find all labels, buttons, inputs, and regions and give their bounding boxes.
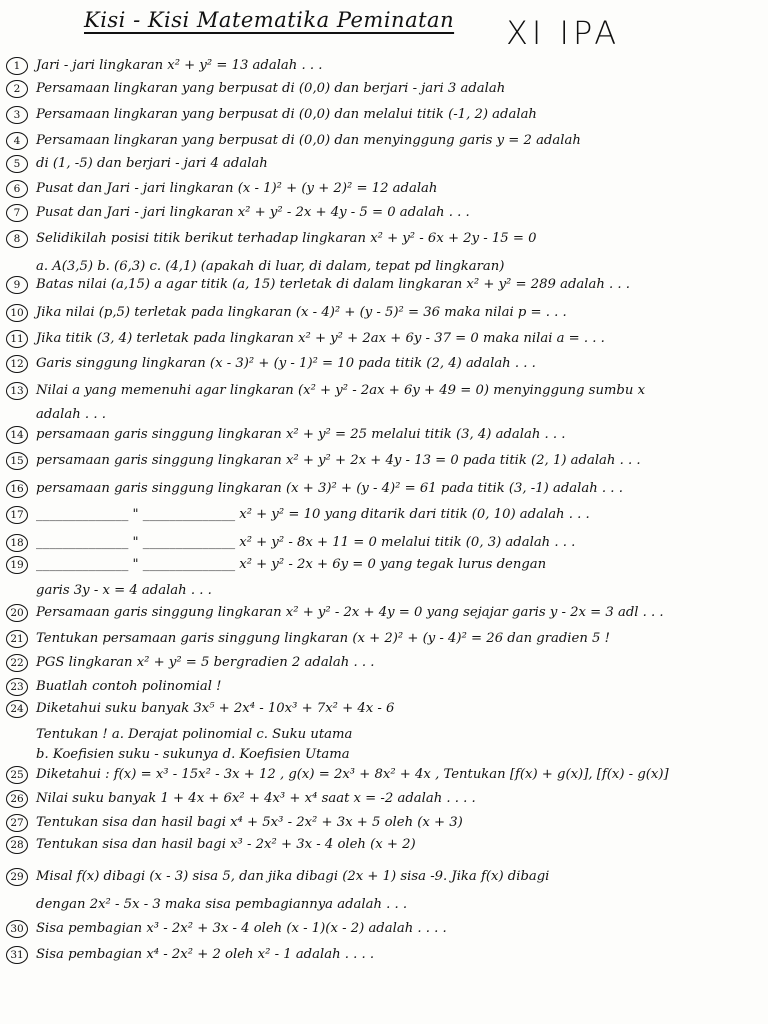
question-line — [6, 480, 623, 498]
question-line — [6, 814, 463, 832]
question-text: adalah . . . — [36, 407, 106, 422]
question-line — [6, 304, 567, 322]
question-text: Tentukan sisa dan hasil bagi x⁴ + 5x³ - 2x² + 3x + 5 oleh (x + 3) — [36, 814, 463, 830]
question-number: 5 — [6, 155, 28, 173]
question-text: Pusat dan Jari - jari lingkaran x² + y² - 2x + 4y - 5 = 0 adalah . . . — [36, 204, 470, 220]
question-line — [6, 57, 322, 75]
question-line — [6, 452, 641, 470]
question-number: 27 — [6, 814, 28, 832]
question-line — [6, 106, 537, 124]
question-text: dengan 2x² - 5x - 3 maka sisa pembagiannya adalah . . . — [36, 897, 408, 912]
question-text: PGS lingkaran x² + y² = 5 bergradien 2 adalah . . . — [36, 654, 375, 670]
question-line — [6, 426, 566, 444]
question-line — [6, 630, 610, 648]
question-number: 1 — [6, 57, 28, 75]
question-number: 12 — [6, 355, 28, 373]
question-text: Sisa pembagian x⁴ - 2x² + 2 oleh x² - 1 adalah . . . . — [36, 946, 375, 962]
question-text: persamaan garis singgung lingkaran x² + y² + 2x + 4y - 13 = 0 pada titik (2, 1) adalah . . . — [36, 452, 641, 468]
question-text: Persamaan lingkaran yang berpusat di (0,0) dan melalui titik (-1, 2) adalah — [36, 106, 537, 122]
question-text: Tentukan ! a. Derajat polinomial c. Suku utama — [36, 727, 353, 742]
question-line — [6, 132, 581, 150]
question-text: Diketahui : f(x) = x³ - 15x² - 3x + 12 , g(x) = 2x³ + 8x² + 4x , Tentukan [f(x) + g(x)], [f(x) - g(x)] — [36, 766, 669, 782]
question-number: 2 — [6, 80, 28, 98]
question-number: 28 — [6, 836, 28, 854]
question-text: ______________ " ______________ x² + y² - 8x + 11 = 0 melalui titik (0, 3) adalah . . . — [36, 534, 576, 550]
question-line — [6, 276, 630, 294]
question-number: 15 — [6, 452, 28, 470]
question-line — [6, 836, 416, 854]
question-line — [6, 720, 352, 741]
question-number: 3 — [6, 106, 28, 124]
question-text: Persamaan lingkaran yang berpusat di (0,0) dan berjari - jari 3 adalah — [36, 80, 506, 96]
question-line — [6, 766, 669, 784]
question-line — [6, 330, 605, 348]
question-text: Nilai suku banyak 1 + 4x + 6x² + 4x³ + x⁴ saat x = -2 adalah . . . . — [36, 790, 476, 806]
question-number: 31 — [6, 946, 28, 964]
question-text: Tentukan sisa dan hasil bagi x³ - 2x² + 3x - 4 oleh (x + 2) — [36, 836, 416, 852]
question-number: 6 — [6, 180, 28, 198]
question-text: Sisa pembagian x³ - 2x² + 3x - 4 oleh (x - 1)(x - 2) adalah . . . . — [36, 920, 447, 936]
question-line — [6, 654, 374, 672]
question-line — [6, 890, 407, 911]
question-number: 11 — [6, 330, 28, 348]
question-number: 23 — [6, 678, 28, 696]
question-number: 22 — [6, 654, 28, 672]
question-text: Misal f(x) dibagi (x - 3) sisa 5, dan jika dibagi (2x + 1) sisa -9. Jika f(x) dibagi — [36, 868, 550, 884]
question-line — [6, 382, 645, 400]
question-number: 16 — [6, 480, 28, 498]
question-number: 25 — [6, 766, 28, 784]
question-line — [6, 180, 437, 198]
question-text: Persamaan garis singgung lingkaran x² + y² - 2x + 4y = 0 yang sejajar garis y - 2x = 3 adl . . . — [36, 604, 664, 620]
question-text: Nilai a yang memenuhi agar lingkaran (x² + y² - 2ax + 6y + 49 = 0) menyinggung sumbu x — [36, 382, 646, 398]
question-line — [6, 604, 664, 622]
question-text: ______________ " ______________ x² + y² = 10 yang ditarik dari titik (0, 10) adalah . . . — [36, 506, 590, 522]
question-line — [6, 946, 374, 964]
question-line — [6, 155, 268, 173]
question-text: di (1, -5) dan berjari - jari 4 adalah — [36, 155, 268, 171]
question-number: 29 — [6, 868, 28, 886]
question-line — [6, 230, 536, 248]
question-line — [6, 920, 447, 938]
question-number: 7 — [6, 204, 28, 222]
question-number: 24 — [6, 700, 28, 718]
question-number: 21 — [6, 630, 28, 648]
question-text: a. A(3,5) b. (6,3) c. (4,1) (apakah di luar, di dalam, tepat pd lingkaran) — [36, 259, 505, 274]
page-title: Kisi - Kisi Matematika Peminatan — [84, 8, 455, 32]
question-line — [6, 678, 221, 696]
question-number: 13 — [6, 382, 28, 400]
question-number: 17 — [6, 506, 28, 524]
question-text: Garis singgung lingkaran (x - 3)² + (y - 1)² = 10 pada titik (2, 4) adalah . . . — [36, 355, 536, 371]
question-text: Selidikilah posisi titik berikut terhadap lingkaran x² + y² - 6x + 2y - 15 = 0 — [36, 230, 537, 246]
question-line — [6, 355, 536, 373]
class-label: XI IPA — [506, 14, 621, 52]
question-text: persamaan garis singgung lingkaran x² + y² = 25 melalui titik (3, 4) adalah . . . — [36, 426, 566, 442]
question-line — [6, 204, 470, 222]
question-text: Persamaan lingkaran yang berpusat di (0,0) dan menyinggung garis y = 2 adalah — [36, 132, 581, 148]
question-number: 20 — [6, 604, 28, 622]
question-text: b. Koefisien suku - sukunya d. Koefisien Utama — [36, 747, 350, 762]
question-number: 9 — [6, 276, 28, 294]
question-line — [6, 868, 549, 886]
question-line — [6, 556, 546, 574]
question-text: Buatlah contoh polinomial ! — [36, 678, 222, 694]
question-line — [6, 740, 350, 761]
question-text: garis 3y - x = 4 adalah . . . — [36, 583, 212, 598]
question-number: 10 — [6, 304, 28, 322]
question-text: ______________ " ______________ x² + y² - 2x + 6y = 0 yang tegak lurus dengan — [36, 556, 547, 572]
question-number: 14 — [6, 426, 28, 444]
question-text: Tentukan persamaan garis singgung lingkaran (x + 2)² + (y - 4)² = 26 dan gradien 5 ! — [36, 630, 610, 646]
question-line — [6, 700, 394, 718]
question-line — [6, 80, 505, 98]
question-text: Batas nilai (a,15) a agar titik (a, 15) terletak di dalam lingkaran x² + y² = 289 adalah . . . — [36, 276, 630, 292]
question-text: persamaan garis singgung lingkaran (x + 3)² + (y - 4)² = 61 pada titik (3, -1) adalah . . . — [36, 480, 623, 496]
question-line — [6, 790, 476, 808]
question-text: Jari - jari lingkaran x² + y² = 13 adalah . . . — [36, 57, 323, 73]
question-line — [6, 252, 504, 273]
question-number: 18 — [6, 534, 28, 552]
question-text: Jika nilai (p,5) terletak pada lingkaran (x - 4)² + (y - 5)² = 36 maka nilai p = . . . — [36, 304, 567, 320]
question-text: Jika titik (3, 4) terletak pada lingkaran x² + y² + 2ax + 6y - 37 = 0 maka nilai a = . . . — [36, 330, 605, 346]
question-number: 30 — [6, 920, 28, 938]
question-number: 26 — [6, 790, 28, 808]
question-number: 4 — [6, 132, 28, 150]
question-line — [6, 534, 575, 552]
question-line — [6, 506, 590, 524]
question-number: 8 — [6, 230, 28, 248]
question-text: Diketahui suku banyak 3x⁵ + 2x⁴ - 10x³ + 7x² + 4x - 6 — [36, 700, 395, 716]
question-number: 19 — [6, 556, 28, 574]
question-text: Pusat dan Jari - jari lingkaran (x - 1)² + (y + 2)² = 12 adalah — [36, 180, 438, 196]
question-line — [6, 576, 212, 597]
question-line — [6, 400, 106, 421]
